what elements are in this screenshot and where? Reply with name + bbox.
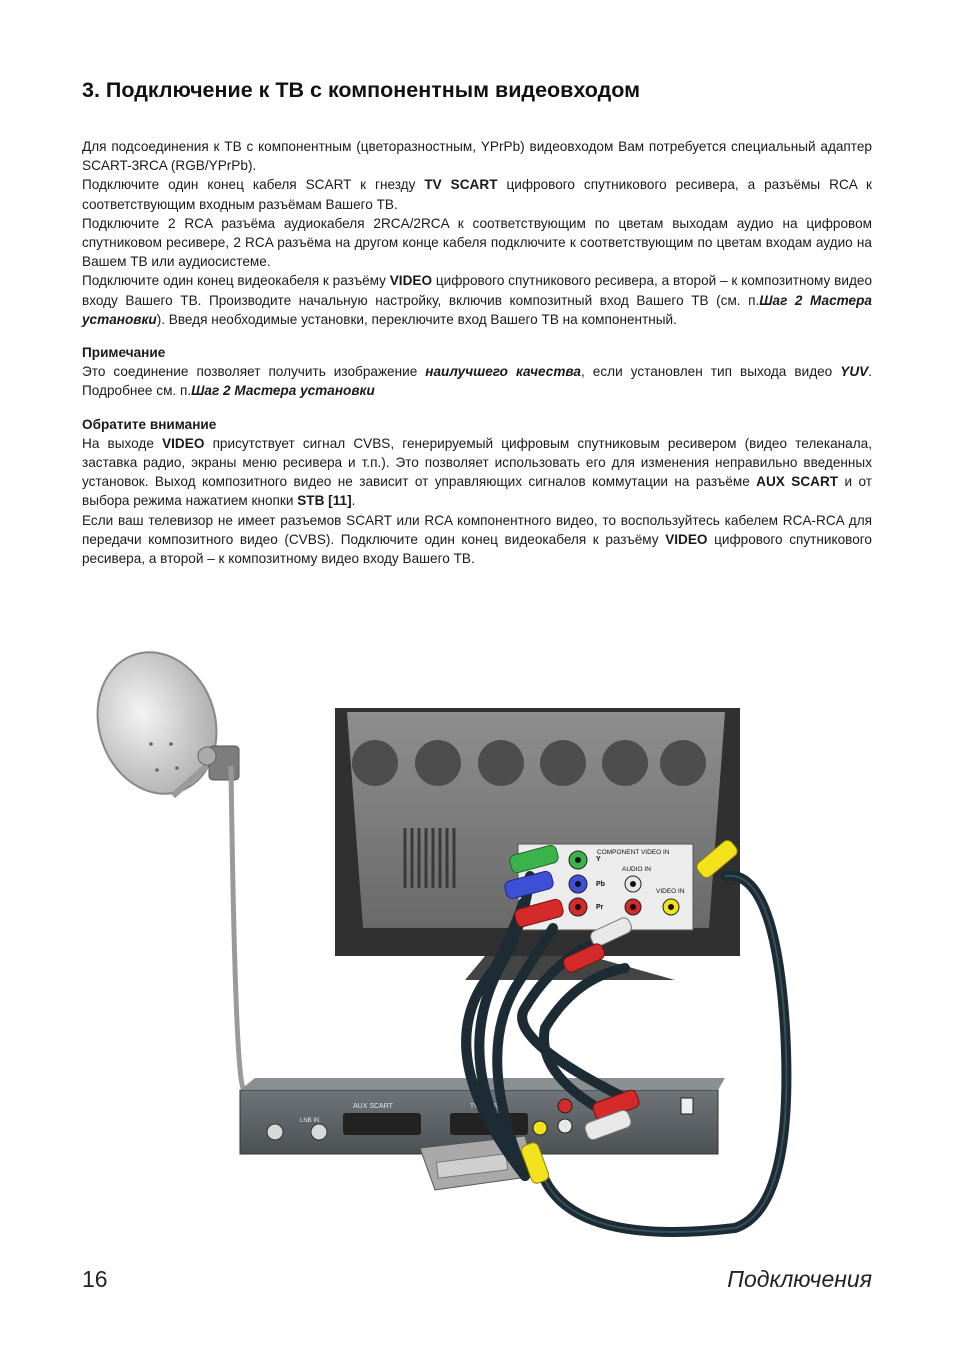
tv-back xyxy=(335,708,740,980)
connection-diagram xyxy=(85,628,875,1258)
satellite-dish-icon xyxy=(85,637,239,810)
pb-label: Pb xyxy=(596,881,605,888)
lnb-in-label: LNB IN xyxy=(300,1118,320,1124)
attention-text-2: Если ваш телевизор не имеет разъемов SCART или RCA компонентного видео, то воспользуйтесь кабелем RCA-RCA для передачи композитного видео (CVBS). Подключите один конец видеокабеля к разъёму VIDEO цифрового спутникового ресивера, а второй – к композитному видео входу Вашего ТВ. xyxy=(82,512,872,567)
attention-heading: Обратите внимание xyxy=(82,416,217,432)
aux-scart-label: AUX SCART xyxy=(353,1103,393,1110)
lnb-cable xyxy=(231,766,285,1112)
pr-label: Pr xyxy=(596,904,604,911)
body-text xyxy=(82,137,872,568)
paragraph-scart: Подключите один конец кабеля SCART к гнезду TV SCART цифрового спутникового ресивера, а разъёмы RCA к соответствующим входным разъёмам Вашего ТВ. xyxy=(82,177,872,212)
paragraph-adapter: Для подсоединения к ТВ с компонентным (цветоразностным, YPrPb) видеовходом Вам потребуется специальный адаптер SCART-3RCA (RGB/YPrPb). xyxy=(82,139,872,174)
page-title: 3. Подключение к ТВ с компонентным видеовходом xyxy=(82,78,641,102)
y-label: Y xyxy=(596,856,601,863)
note-text: Это соединение позволяет получить изображение наилучшего качества, если установлен тип выхода видео YUV. Подробнее см. п.Шаг 2 Мастера установки xyxy=(82,364,872,399)
tv-scart-label: TV SCART xyxy=(470,1103,503,1110)
page-number: 16 xyxy=(82,1266,108,1292)
video-in-label: VIDEO IN xyxy=(656,888,685,895)
section-title: Подключения xyxy=(727,1266,872,1292)
paragraph-audio: Подключите 2 RCA разъёма аудиокабеля 2RCA/2RCA к соответствующим по цветам выходам аудио на цифровом спутниковом ресивере, 2 RCA разъёма на другом конце кабеля подключите к соответствующим по цветам входам аудио на Вашем ТВ или аудиосистеме. xyxy=(82,215,872,270)
paragraph-video: Подключите один конец видеокабеля к разъёму VIDEO цифрового спутникового ресивера, а второй – к композитному видео входу Вашего ТВ. Производите начальную настройку, включив композитный вход Вашего ТВ (см. п.Шаг 2 Мастера установки). Введя необходимые установки, переключите вход Вашего ТВ на компонентный. xyxy=(82,273,873,327)
note-heading: Примечание xyxy=(82,345,166,361)
attention-text-1: На выходе VIDEO присутствует сигнал CVBS, генерируемый цифровым спутниковым ресивером (видео телеканала, заставка радио, экраны меню ресивера и т.п.). Это позволяет использовать его для изменения неправильно введенных установок. Выход композитного видео не зависит от управляющих сигналов коммутации на разъёме AUX SCART и от выбора режима нажатием кнопки STB [11]. xyxy=(82,435,873,509)
audio-in-label: AUDIO IN xyxy=(622,866,651,873)
component-video-in-label: COMPONENT VIDEO IN xyxy=(597,849,670,856)
